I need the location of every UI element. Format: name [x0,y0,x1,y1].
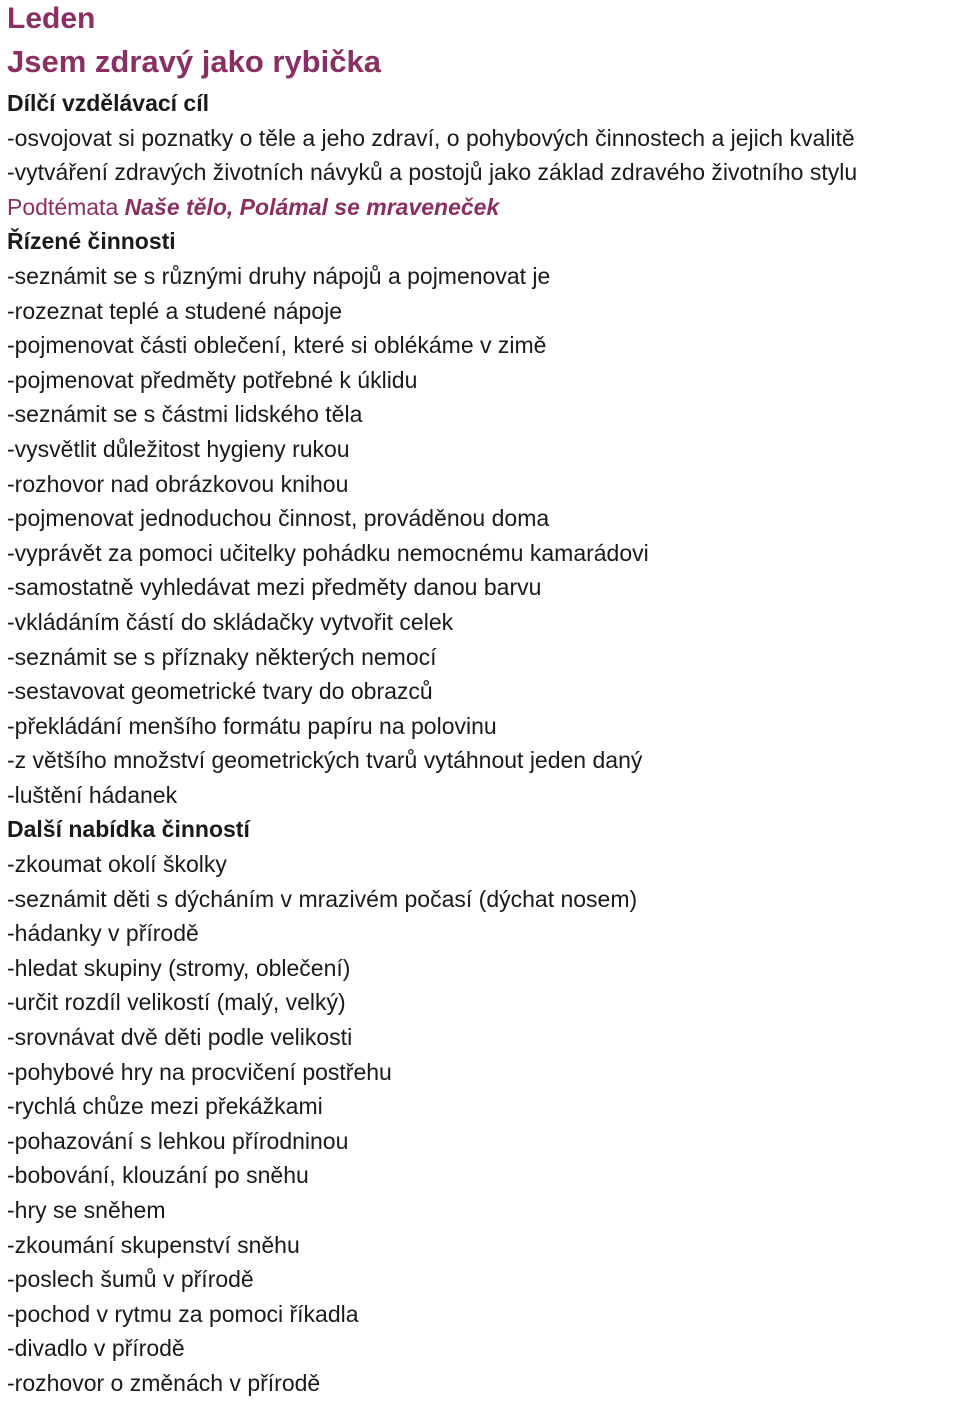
list-item: -poslech šumů v přírodě [7,1266,254,1293]
list-item: -srovnávat dvě děti podle velikosti [7,1024,353,1051]
list-item: -divadlo v přírodě [7,1335,185,1362]
list-item: -bobování, klouzání po sněhu [7,1162,309,1189]
list-item: -překládání menšího formátu papíru na polovinu [7,712,497,739]
list-item: -určit rozdíl velikostí (malý, velký) [7,989,346,1016]
goals-list [7,121,957,190]
list-item: -rychlá chůze mezi překážkami [7,1093,323,1120]
list-item: -rozhovor o změnách v přírodě [7,1369,321,1396]
list-item: -pohybové hry na procvičení postřehu [7,1058,392,1085]
goal-heading: Dílčí vzdělávací cíl [7,90,210,116]
list-item: -seznámit děti s dýcháním v mrazivém počasí (dýchat nosem) [7,885,638,912]
list-item: -rozhovor nad obrázkovou knihou [7,470,349,497]
guided-activities-list [7,259,957,813]
list-item: -rozeznat teplé a studené nápoje [7,297,343,324]
list-item: -seznámit se s příznaky některých nemocí [7,643,437,670]
list-item: -hádanky v přírodě [7,920,199,947]
list-item: -zkoumání skupenství sněhu [7,1231,300,1258]
document-page [7,0,957,1401]
list-item: -sestavovat geometrické tvary do obrazců [7,678,433,705]
list-item: -pochod v rytmu za pomoci říkadla [7,1300,359,1327]
subtopics-line [7,190,957,225]
more-activities-list [7,847,957,1401]
list-item: -seznámit se s částmi lidského těla [7,401,363,428]
guided-activities-heading: Řízené činnosti [7,228,176,255]
list-item: -pojmenovat předměty potřebné k úklidu [7,366,418,393]
list-item: -vysvětlit důležitost hygieny rukou [7,435,350,462]
list-item: -zkoumat okolí školky [7,851,227,878]
list-item: -osvojovat si poznatky o těle a jeho zdraví, o pohybových činnostech a jejich kvalitě [7,124,855,151]
list-item: -vyprávět za pomoci učitelky pohádku nemocnému kamarádovi [7,539,649,566]
subtopics-value: Naše tělo, Polámal se mraveneček [124,193,500,220]
list-item: -luštění hádanek [7,781,178,808]
month-title: Leden [7,2,96,35]
list-item: -vytváření zdravých životních návyků a postojů jako základ zdravého životního stylu [7,159,858,186]
list-item: -z většího množství geometrických tvarů vytáhnout jeden daný [7,747,643,774]
theme-title: Jsem zdravý jako rybička [7,44,381,79]
list-item: -hry se sněhem [7,1197,166,1223]
subtopics-label: Podtémata [7,193,119,220]
list-item: -pojmenovat části oblečení, které si oblékáme v zimě [7,332,547,359]
list-item: -samostatně vyhledávat mezi předměty danou barvu [7,574,542,601]
list-item: -hledat skupiny (stromy, oblečení) [7,954,351,981]
list-item: -pojmenovat jednoduchou činnost, prováděnou doma [7,505,550,532]
list-item: -vkládáním částí do skládačky vytvořit celek [7,608,454,635]
more-activities-heading: Další nabídka činností [7,816,250,843]
list-item: -pohazování s lehkou přírodninou [7,1127,349,1154]
list-item: -seznámit se s různými druhy nápojů a pojmenovat je [7,262,551,289]
